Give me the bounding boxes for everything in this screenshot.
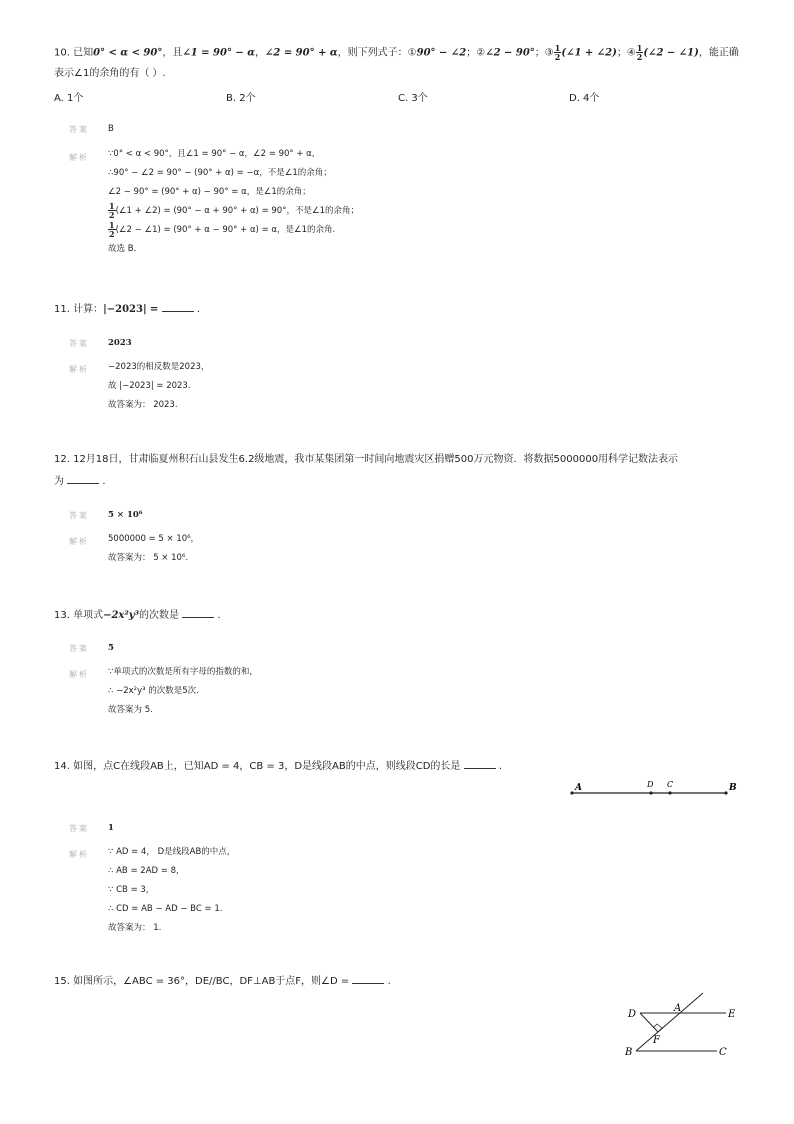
q10-answer-label: 答案: [69, 125, 89, 134]
label-b: B: [729, 783, 737, 793]
q14-solution: ∵ AD = 4， D是线段AB的中点， ∴ AB = 2AD = 8， ∵ CB = 3， ∴ CD = AB − AD − BC = 1. 故答案为： 1.: [108, 847, 236, 933]
q15-geometry-figure: [620, 988, 750, 1060]
q10-line1: 10. 已知0° < α < 90°，且∠1 = 90° − α，∠2 = 90° + α，则下列式子：①90° − ∠2；②∠2 − 90°；③ $\frac{1}{2}$ (∠1 + ∠2)；④ $\frac{1}{2}$ (∠2 − ∠1)，能正确: [54, 43, 739, 62]
option-a[interactable]: A. 1个: [54, 93, 84, 104]
q12-solution-label: 解析: [69, 537, 89, 546]
option-b[interactable]: B. 2个: [226, 93, 256, 104]
q12-answer-label: 答案: [69, 511, 89, 520]
q14-answer-label: 答案: [69, 824, 89, 833]
q14-answer: 1: [108, 823, 114, 833]
q13-solution: ∵单项式的次数是所有字母的指数的和， ∴ −2x²y³ 的次数是5次. 故答案为 5.: [108, 667, 258, 715]
label-a: A: [674, 1003, 682, 1014]
q13-answer-label: 答案: [69, 644, 89, 653]
q11-answer: 2023: [108, 338, 132, 348]
option-c[interactable]: C. 3个: [398, 93, 428, 104]
q10-options: [54, 89, 754, 103]
answer-blank[interactable]: [162, 302, 194, 312]
q10-line2: 表示∠1的余角的有（ ）.: [54, 68, 166, 79]
q13-question: 13. 单项式−2x²y³的次数是 .: [54, 610, 221, 621]
q11-solution-label: 解析: [69, 365, 89, 374]
q11-question: 11. 计算：|−2023| = .: [54, 304, 201, 315]
q11-answer-label: 答案: [69, 339, 89, 348]
q13-solution-label: 解析: [69, 670, 89, 679]
label-c: C: [719, 1047, 727, 1058]
label-d: D: [628, 1009, 637, 1020]
q10-answer: B: [108, 124, 114, 134]
q12-solution: 5000000 = 5 × 10⁶， 故答案为： 5 × 10⁶.: [108, 534, 200, 563]
option-d[interactable]: D. 4个: [569, 93, 600, 104]
q15-question: 15. 如图所示，∠ABC = 36°，DE//BC，DF⊥AB于点F，则∠D = .: [54, 976, 391, 987]
label-c: C: [667, 780, 674, 789]
q14-solution-label: 解析: [69, 850, 89, 859]
answer-blank[interactable]: [67, 474, 99, 484]
q12-line1: 12. 12月18日，甘肃临夏州积石山县发生6.2级地震，我市某集团第一时间向地震灾区捐赠500万元物资．将数据5000000用科学记数法表示: [54, 454, 679, 465]
label-b: B: [625, 1047, 633, 1058]
label-e: E: [728, 1009, 736, 1020]
answer-blank[interactable]: [352, 974, 384, 984]
label-a: A: [575, 783, 582, 793]
q11-solution: −2023的相反数是2023， 故 |−2023| = 2023. 故答案为： 2023.: [108, 362, 210, 410]
q14-segment-figure: [566, 776, 746, 800]
label-d: D: [647, 780, 654, 789]
q13-answer: 5: [108, 643, 114, 653]
q10-solution: ∵0° < α < 90°，且∠1 = 90° − α，∠2 = 90° + α， ∴90° − ∠2 = 90° − (90° + α) = −α，不是∠1的余角； ∠2 − 90° = (90° + α) − 90° = α，是∠1的余角； $\frac{1}{2}$ (∠1 + ∠2) = (90° − α + 90° + α) = 90°，不是∠1的余角； $\frac{1}{2}$ (∠2 − ∠1) = (90° + α − 90° + α) = α，是∠1的余角. 故选 B.: [108, 149, 359, 254]
answer-blank[interactable]: [182, 608, 214, 618]
q12-line2: 为 .: [54, 476, 106, 487]
q14-question: 14. 如图，点C在线段AB上，已知AD = 4，CB = 3，D是线段AB的中点，则线段CD的长是 .: [54, 761, 502, 772]
q10-solution-label: 解析: [69, 153, 89, 162]
label-f: F: [653, 1035, 660, 1046]
q12-answer: 5 × 10⁶: [108, 510, 143, 520]
answer-blank[interactable]: [464, 759, 496, 769]
